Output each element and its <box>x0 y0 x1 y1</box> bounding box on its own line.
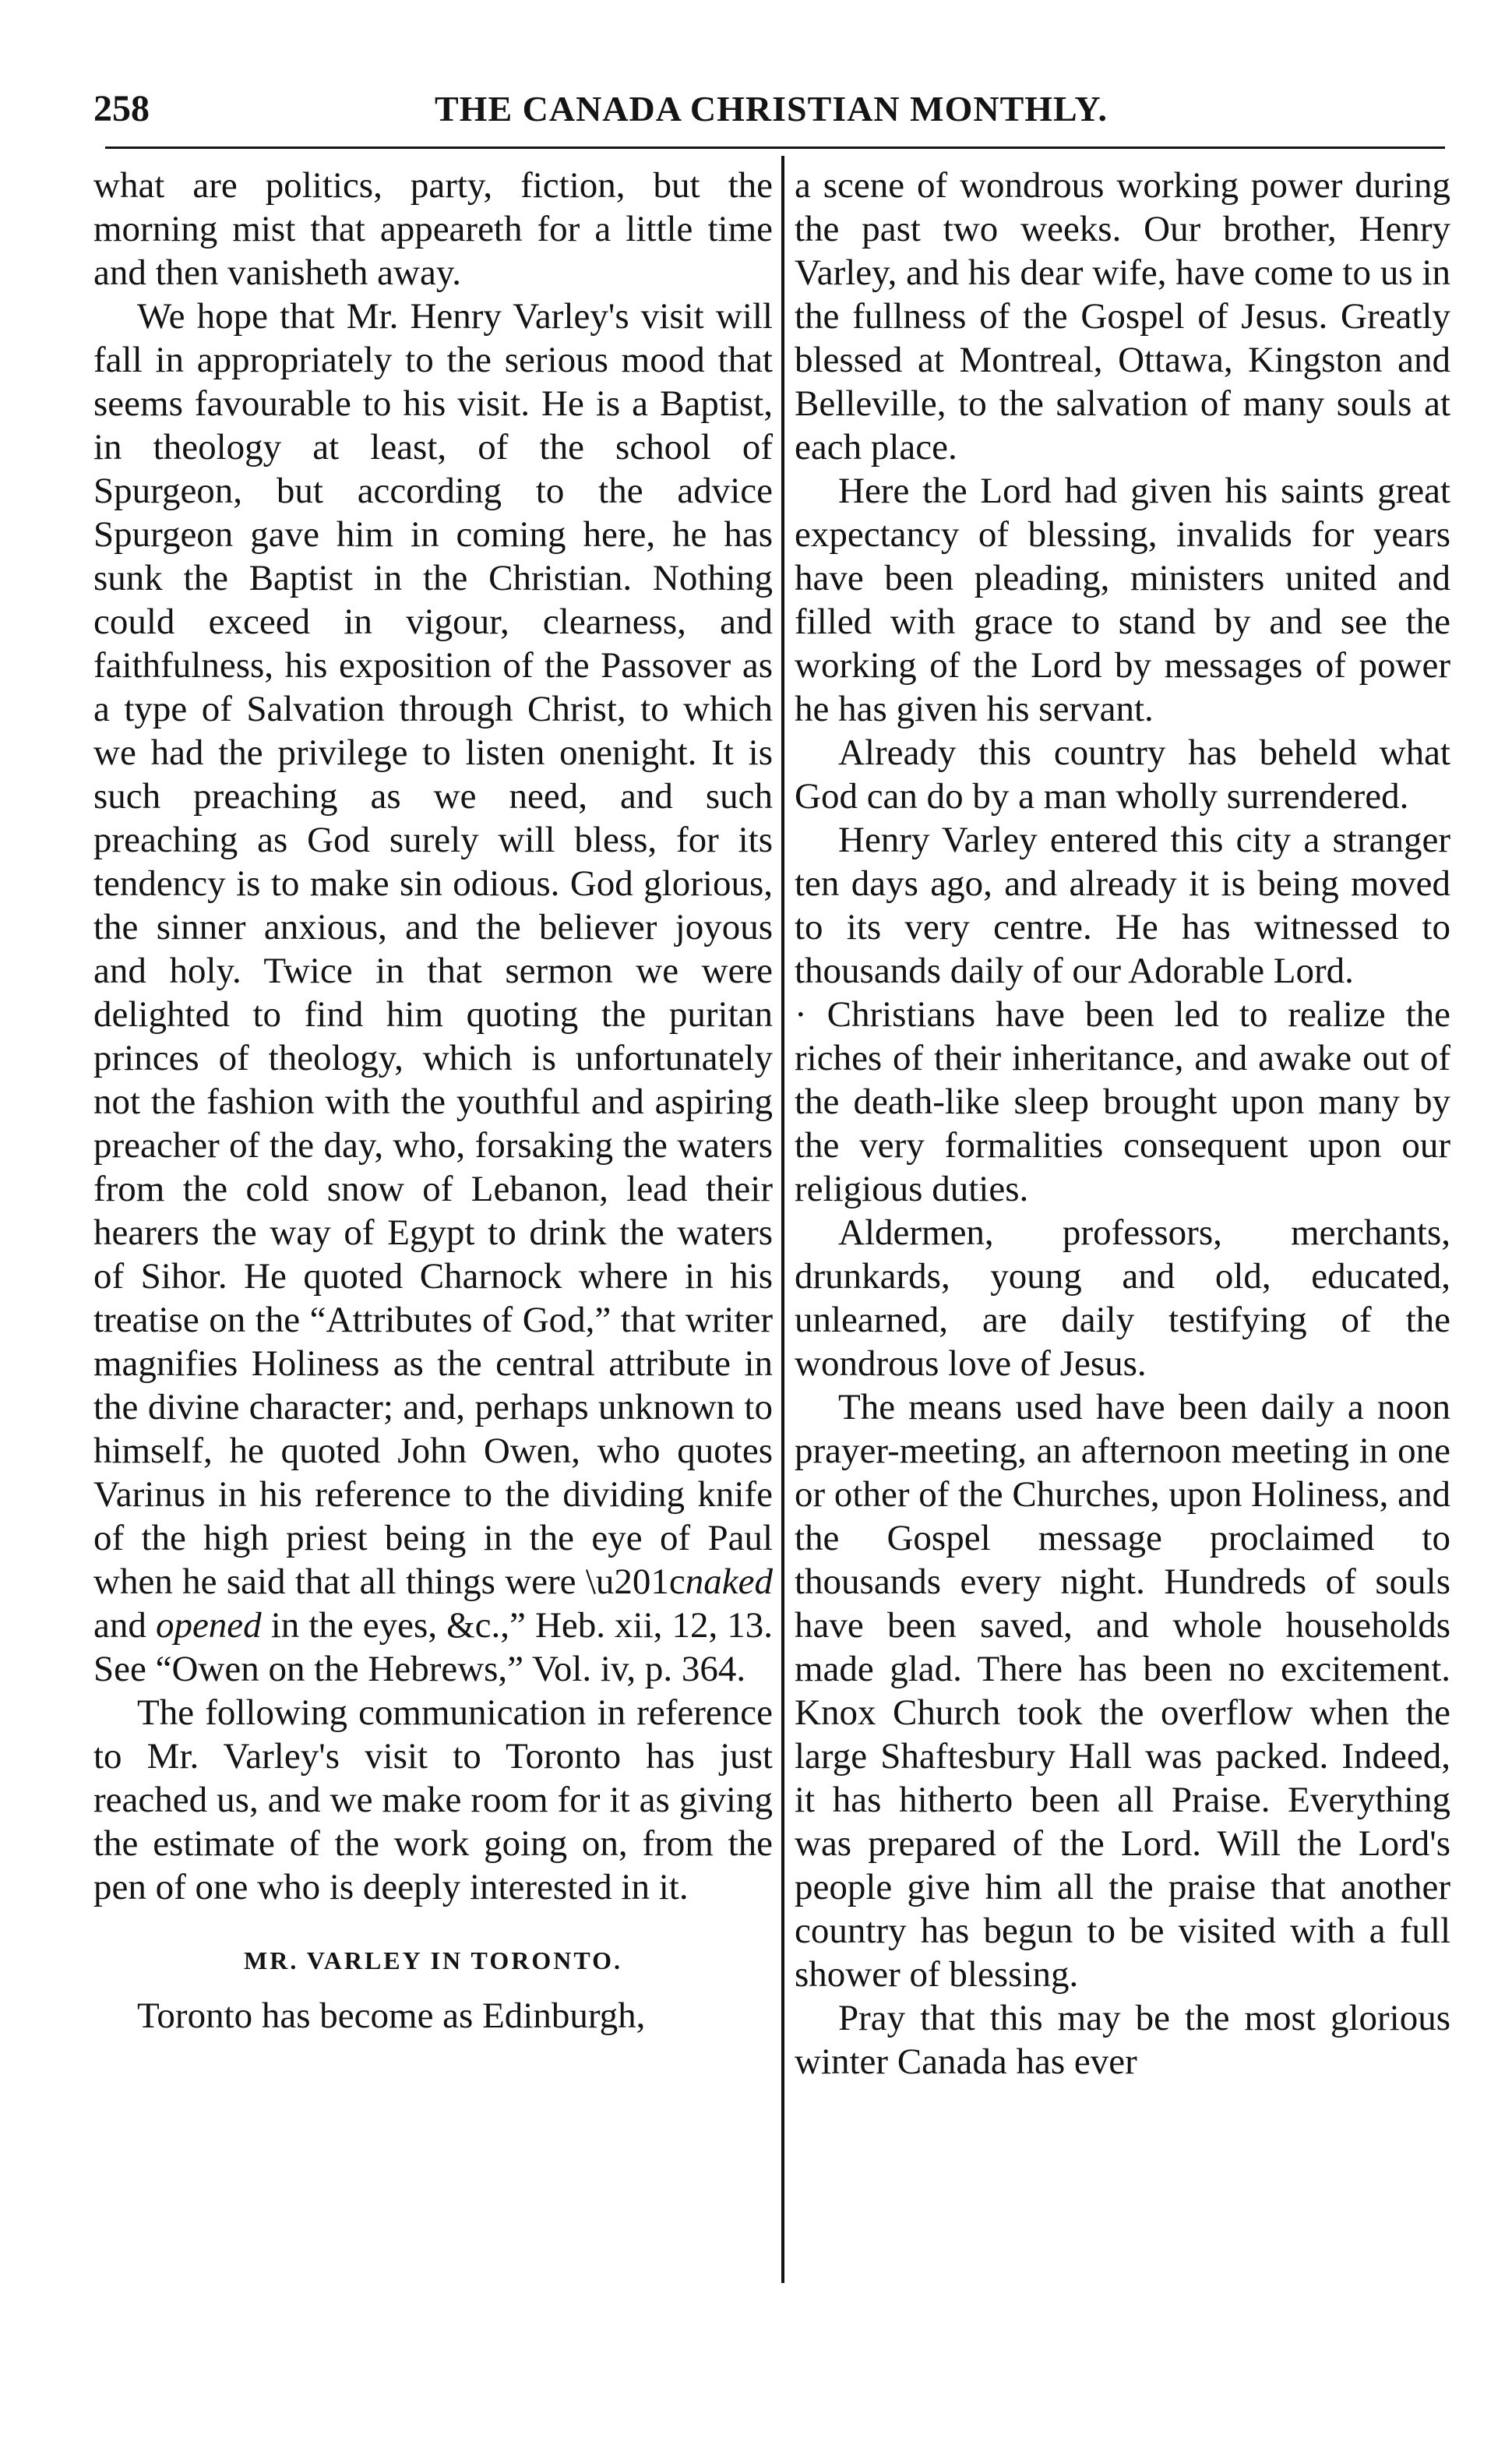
paragraph: Toronto has become as Edinburgh, <box>137 1995 646 2036</box>
paragraph: The following communication in reference to Mr. Varley's visit to Toronto has just reached us, and we make room for it as giving the estimate of the work going on, from the pen of one who is deeply interested in it. <box>93 1692 773 1907</box>
paragraph: Aldermen, professors, merchants, drunkards, young and old, educated, unlearned, are daily testifying of the wondrous love of Jesus. <box>795 1212 1450 1384</box>
paragraph: · Christians have been led to realize the riches of their inheritance, and awake out of the death-like sleep brought upon many by the very formalities consequent upon our religious duties. <box>795 994 1450 1209</box>
page-number: 258 <box>93 88 150 129</box>
paragraph: a scene of wondrous working power during the past two weeks. Our brother, Henry Varley, and his dear wife, have come to us in the fullness of the Gospel of Jesus. Greatly blessed at Montreal, Ottawa, Kingston and Belleville, to the salvation of many souls at each place. <box>795 165 1450 468</box>
italic-word: naked <box>685 1561 773 1602</box>
page-header <box>93 78 1449 140</box>
paragraph-text: We hope that Mr. Henry Varley's visit will fall in appropriately to the serious mood that seems favourable to his visit. He is a Baptist, in theology at least, of the school of Spurgeon, but according to the advice Spurgeon gave him in coming here, he has sunk the Baptist in the Christian. Nothing could exceed in vigour, clearness, and faithfulness, his exposition of the Passover as a type of Salvation through Christ, to which we had the privilege to listen onenight. It is such preaching as we need, and such preaching as God surely will bless, for its tendency is to make sin odious. God glorious, the sinner anxious, and the believer joyous and holy. Twice in that sermon we were delighted to find him quoting the puritan princes of theology, which is unfortunately not the fashion with the youthful and aspiring preacher of the day, who, forsaking the waters from the cold snow of Lebanon, lead their hearers the way of Egypt to drink the waters of Sihor. He quoted Charnock where in his treatise on the “Attributes of God,” that writer magnifies Holiness as the central attribute in the divine character; and, perhaps unknown to himself, he quoted John Owen, who quotes Varinus in his reference to the dividing knife of the high priest being in the eye of Paul when he said that all things were <box>93 296 773 1602</box>
column-divider <box>781 156 784 2283</box>
paragraph-text: and <box>93 1605 146 1646</box>
paragraph: Already this country has beheld what God can do by a man wholly surrendered. <box>795 732 1450 817</box>
paragraph-text: in the eyes, &c.,” Heb. xii, 12, 13. See “Owen on the Hebrews,” Vol. iv, p. 364. <box>93 1605 774 1689</box>
paragraph: The means used have been daily a noon prayer-meeting, an afternoon meeting in one or other of the Churches, upon Holiness, and the Gospel message proclaimed to thousands every night. Hundreds of souls have been saved, and whole households made glad. There has been no excitement. Knox Church took the overflow when the large Shaftesbury Hall was packed. Indeed, it has hitherto been all Praise. Everything was prepared of the Lord. Will the Lord's people give him all the praise that another country has begun to be visited with a full shower of blessing. <box>795 1387 1450 1995</box>
header-rule <box>105 146 1445 149</box>
running-head: THE CANADA CHRISTIAN MONTHLY. <box>435 89 1108 129</box>
left-column <box>93 164 773 2038</box>
paragraph: We hope that Mr. Henry Varley's visit will fall in appropriately to the serious mood that seems favourable to his visit. He is a Baptist, in theology at least, of the school of Spurgeon, but according to the advice Spurgeon gave him in coming here, he has sunk the Baptist in the Christian. Nothing could exceed in vigour, clearness, and faithfulness, his exposition of the Passover as a type of Salvation through Christ, to which we had the privilege to listen onenight. It is such preaching as we need, and such preaching as God surely will bless, for its tendency is to make sin odious. God glorious, the sinner anxious, and the believer joyous and holy. Twice in that sermon we were delighted to find him quoting the puritan princes of theology, which is unfortunately not the fashion with the youthful and aspiring preacher of the day, who, forsaking the waters from the cold snow of Lebanon, lead their hearers the way of Egypt to drink the waters of Sihor. He quoted Charnock where in his treatise on the “Attributes of God,” that writer magnifies Holiness as the central attribute in the divine character; and, perhaps unknown to himself, he quoted John Owen, who quotes Varinus in his reference to the dividing knife of the high priest being in the eye of Paul when he said that all things were \u201cnaked and opened in the eyes, &c.,” Heb. xii, 12, 13. See “Owen on the Hebrews,” Vol. iv, p. 364. <box>93 296 774 1689</box>
italic-word: opened <box>155 1605 262 1646</box>
paragraph: Here the Lord had given his saints great expectancy of blessing, invalids for years have been pleading, ministers united and filled with grace to stand by and see the working of the Lord by messages of power he has given his servant. <box>795 471 1450 729</box>
paragraph: Henry Varley entered this city a stranger ten days ago, and already it is being moved to its very centre. He has witnessed to thousands daily of our Adorable Lord. <box>795 820 1450 991</box>
paragraph: what are politics, party, fiction, but the morning mist that appeareth for a little time and then vanisheth away. <box>93 165 773 293</box>
paragraph: Pray that this may be the most glorious winter Canada has ever <box>795 1998 1450 2082</box>
right-column <box>795 164 1450 2084</box>
section-heading: MR. VARLEY IN TORONTO. <box>244 1946 622 1974</box>
